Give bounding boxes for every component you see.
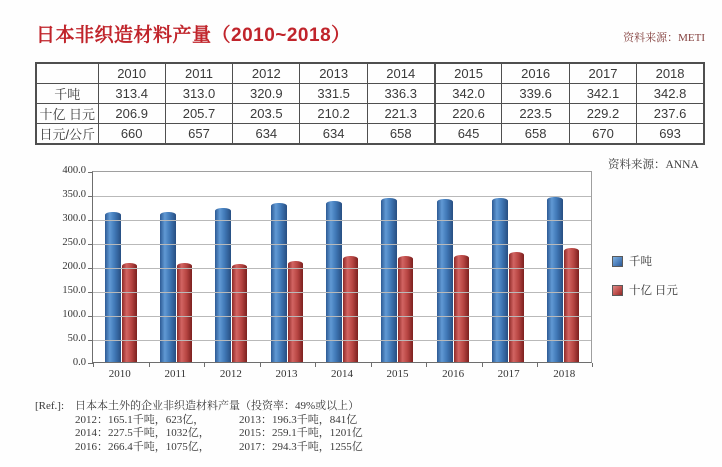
footnote-heading: 日本本土外的企业非织造材料产量（投资率：49%或以上） [75,400,360,412]
table-cell: 221.3 [367,103,434,123]
y-tick-mark [88,220,93,221]
table-cell: 657 [165,123,232,144]
bar-kiloton [547,197,563,362]
gridline [93,196,591,197]
legend-swatch-red-icon [612,285,623,296]
footnote-entry: 2017：294.3千吨，1255亿 [239,440,363,453]
bar-billion-yen [454,255,469,362]
table-cell: 342.1 [569,83,636,103]
gridline [93,268,591,269]
bar-billion-yen [288,261,303,362]
legend-label-billion-yen: 十亿 日元 [629,285,678,297]
y-axis-label: 0.0 [72,357,86,368]
bar-group [93,172,148,362]
footnote-entry: 2016：266.4千吨，1075亿， [75,440,210,453]
table-cell: 日元/公斤 [36,123,98,144]
bar-kiloton [492,198,508,362]
y-axis-label: 50.0 [67,333,86,344]
x-tick-mark [204,363,205,367]
bar-group [536,172,591,362]
legend-label-kiloton: 千吨 [629,256,652,268]
x-axis-label: 2016 [442,368,465,380]
table-cell: 十亿 日元 [36,103,98,123]
bar-group [480,172,535,362]
table-cell: 237.6 [637,103,704,123]
bar-billion-yen [343,256,358,362]
plot-area [92,171,592,363]
x-tick-mark [592,363,593,367]
y-tick-mark [88,244,93,245]
table-row [36,83,704,103]
y-axis-label: 200.0 [62,261,86,272]
table-cell: 693 [637,123,704,144]
x-tick-mark [93,363,94,367]
table-cell: 2014 [367,63,434,83]
x-tick-mark [426,363,427,367]
y-tick-mark [88,196,93,197]
y-axis-label: 100.0 [62,309,86,320]
x-axis-label: 2010 [108,368,131,380]
bar-billion-yen [122,263,137,362]
x-tick-mark [371,363,372,367]
table-cell: 千吨 [36,83,98,103]
x-axis-label: 2015 [386,368,409,380]
x-axis-label: 2018 [553,368,576,380]
bar-group [204,172,259,362]
bar-billion-yen [177,263,192,362]
bar-billion-yen [398,256,413,362]
x-tick-mark [537,363,538,367]
table-cell: 229.2 [569,103,636,123]
page-title: 日本非织造材料产量（2010~2018） [36,25,351,46]
x-tick-mark [260,363,261,367]
footnote-entry: 2014：227.5千吨，1032亿， [75,427,210,439]
y-tick-mark [88,268,93,269]
table-cell: 206.9 [98,103,165,123]
gridline [93,340,591,341]
table-cell: 658 [367,123,434,144]
table-cell: 210.2 [300,103,367,123]
table-cell: 342.8 [637,83,704,103]
table-cell: 634 [233,123,300,144]
chart-legend [612,253,678,311]
x-axis-label: 2013 [275,368,298,380]
footnote-line [35,441,363,455]
table-cell: 331.5 [300,83,367,103]
table-row [36,103,704,123]
table-cell: 2015 [435,63,502,83]
production-table [35,62,705,145]
bar-group [314,172,369,362]
table-cell: 2011 [165,63,232,83]
bar-kiloton [215,208,231,362]
gridline [93,316,591,317]
y-tick-mark [88,316,93,317]
x-axis-label: 2017 [497,368,520,380]
bar-billion-yen [232,264,247,362]
x-axis-label: 2012 [219,368,242,380]
legend-item-billion-yen [612,282,678,298]
x-tick-mark [315,363,316,367]
table-cell: 2017 [569,63,636,83]
table-cell: 645 [435,123,502,144]
table-row [36,63,704,83]
table-cell: 336.3 [367,83,434,103]
y-axis-label: 400.0 [62,165,86,176]
x-axis-label: 2014 [331,368,353,380]
bar-group [259,172,314,362]
table-cell: 658 [502,123,569,144]
y-tick-mark [88,292,93,293]
y-axis-label: 250.0 [62,237,86,248]
bar-group [425,172,480,362]
source-anna-label: 资料来源：ANNA [608,159,699,171]
bar-kiloton [326,201,342,362]
table-cell: 670 [569,123,636,144]
table-cell: 2013 [300,63,367,83]
table-cell: 634 [300,123,367,144]
footnote-line [35,414,363,428]
footnote-entry: 2012：165.1千吨，623亿， [75,413,205,426]
legend-item-kiloton [612,253,678,269]
footnote-ref-label: [Ref.]: [35,400,65,412]
y-axis-label: 300.0 [62,213,86,224]
table-cell: 2012 [233,63,300,83]
table-cell: 2016 [502,63,569,83]
bar-billion-yen [564,248,579,362]
table-cell: 205.7 [165,103,232,123]
table-cell: 2010 [98,63,165,83]
bar-series-container [93,172,591,362]
table-cell [36,63,98,83]
y-tick-mark [88,172,93,173]
table-cell: 220.6 [435,103,502,123]
footnote-entry: 2013：196.3千吨，841亿 [239,413,358,426]
table-cell: 2018 [637,63,704,83]
gridline [93,244,591,245]
x-axis-label: 2011 [164,368,187,380]
bar-group [148,172,203,362]
y-tick-mark [88,340,93,341]
table-cell: 313.4 [98,83,165,103]
footnote-line [35,427,363,441]
y-axis-label: 150.0 [62,285,86,296]
footnote-entry: 2015：259.1千吨，1201亿 [239,427,363,439]
gridline [93,220,591,221]
table-cell: 339.6 [502,83,569,103]
legend-swatch-blue-icon [612,256,623,267]
footnote-data-lines [35,414,363,455]
table-cell: 313.0 [165,83,232,103]
table-row [36,123,704,144]
table-cell: 320.9 [233,83,300,103]
table-cell: 203.5 [233,103,300,123]
source-meti-label: 资料来源：METI [623,32,705,44]
footnote-line-1 [35,400,363,414]
footnote [35,400,363,454]
bar-group [370,172,425,362]
bar-kiloton [381,198,397,362]
table-cell: 660 [98,123,165,144]
x-tick-mark [149,363,150,367]
y-axis-label: 350.0 [62,189,86,200]
table-cell: 342.0 [435,83,502,103]
table-cell: 223.5 [502,103,569,123]
x-tick-mark [482,363,483,367]
bar-kiloton [437,199,453,362]
gridline [93,292,591,293]
bar-kiloton [271,203,287,362]
